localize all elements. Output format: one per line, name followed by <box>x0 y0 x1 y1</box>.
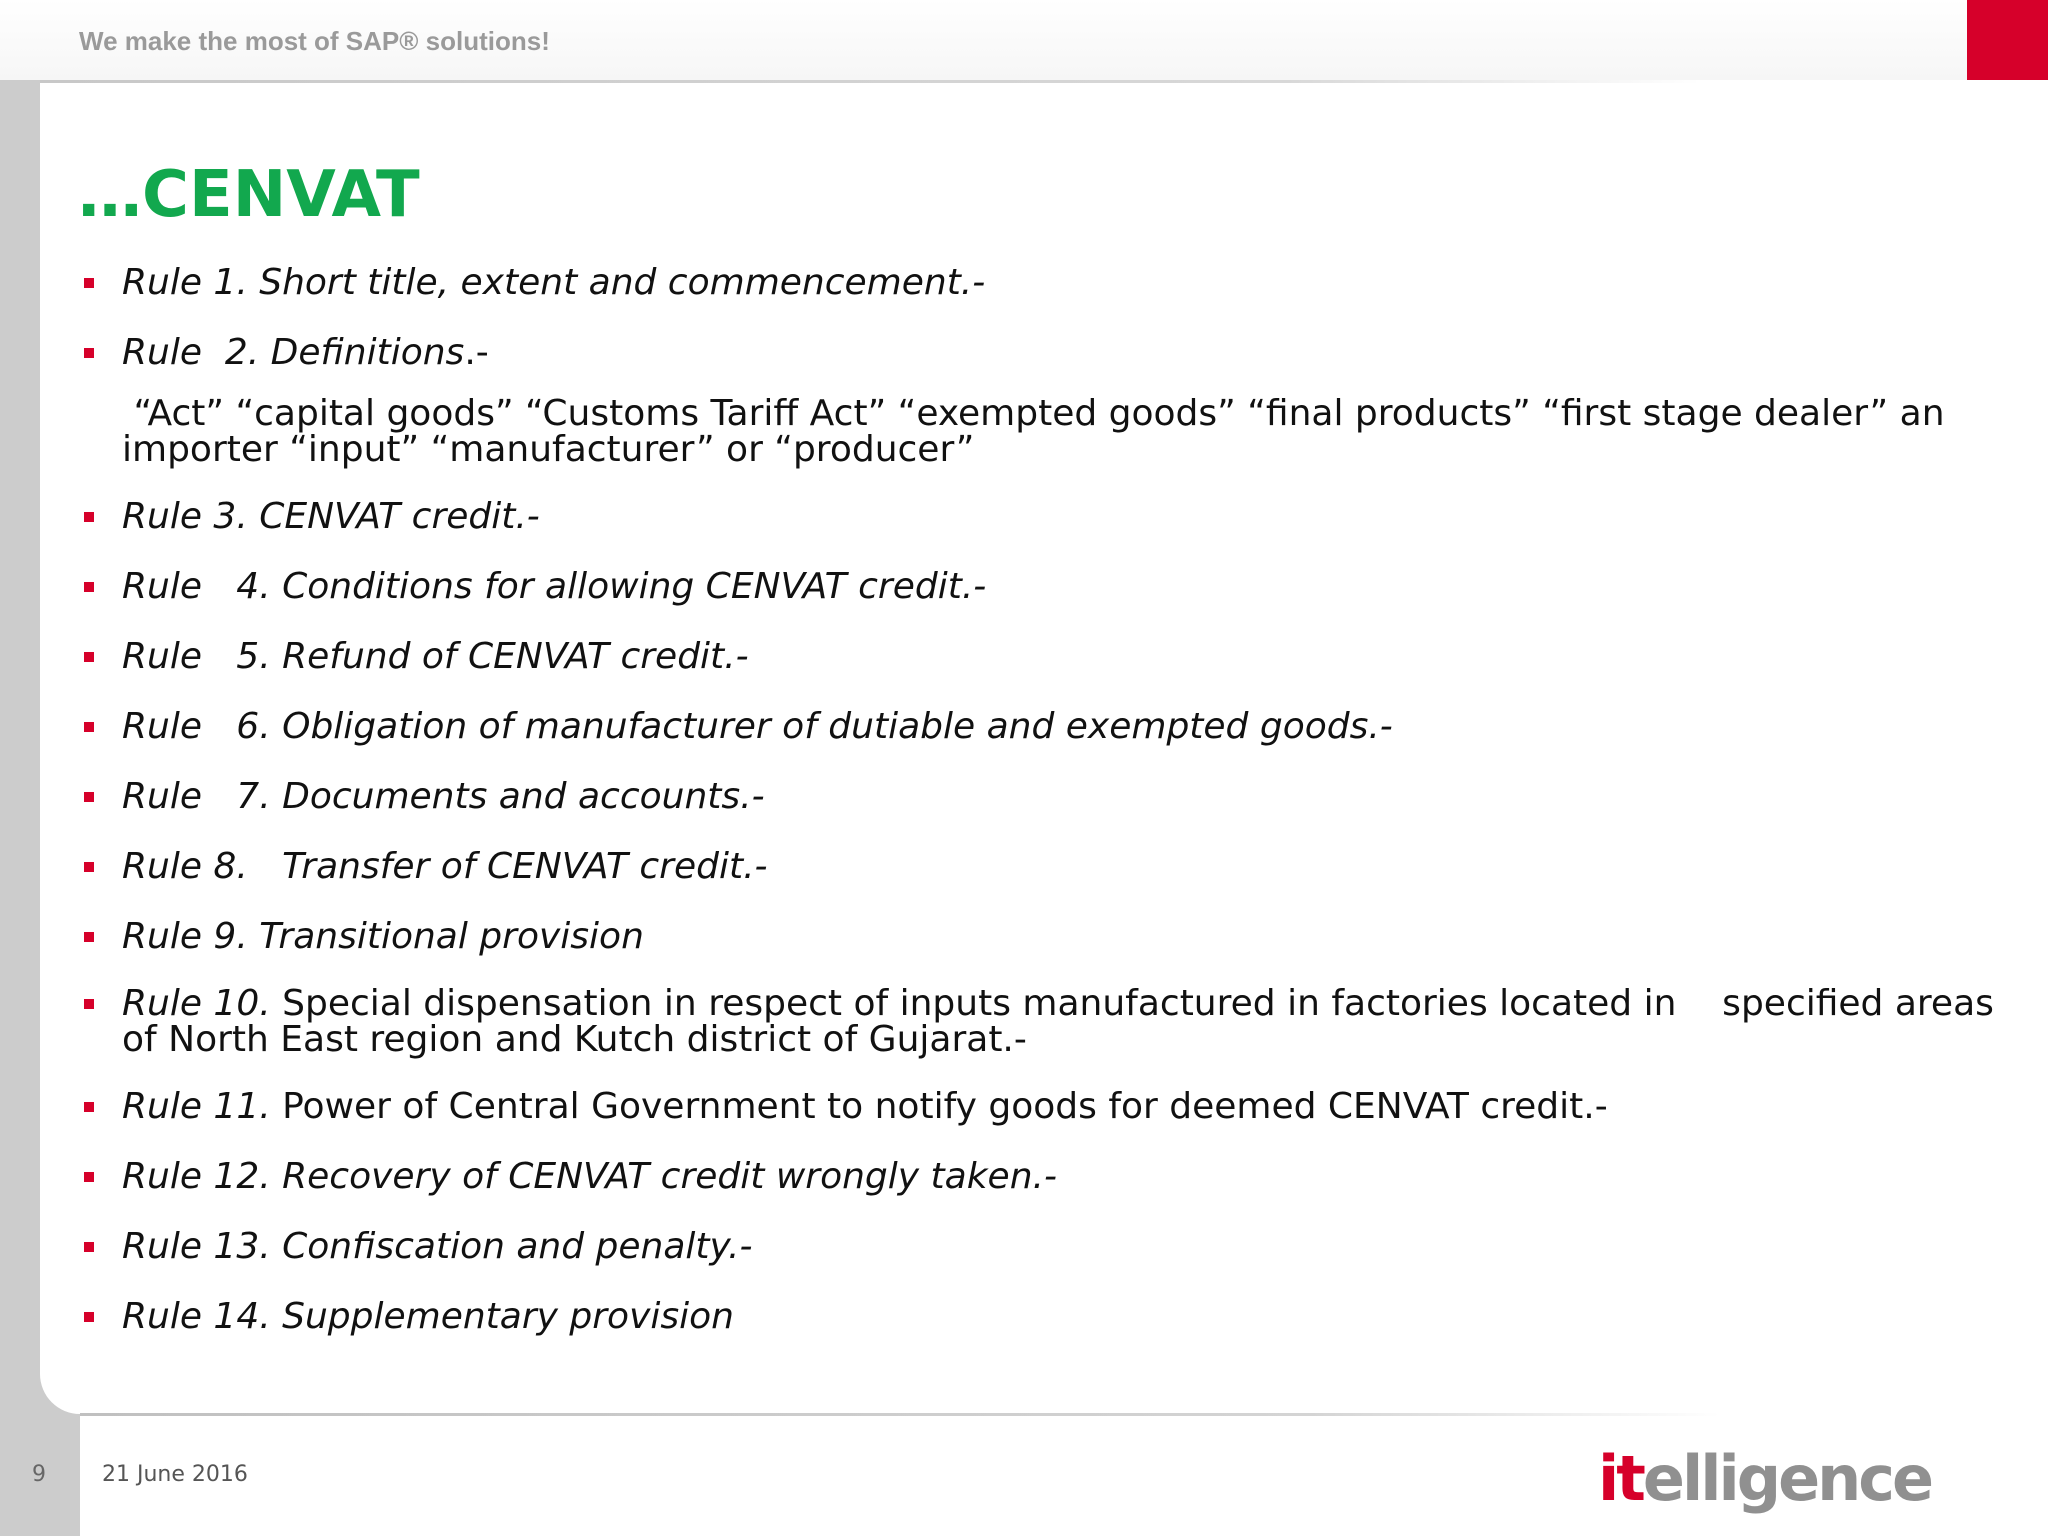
rule-text: .- <box>464 332 489 373</box>
rule-item <box>84 1226 2004 1268</box>
bullet-square-icon <box>84 348 94 358</box>
rule-item <box>84 1156 2004 1198</box>
bullet-square-icon <box>84 1102 94 1112</box>
footer-divider <box>80 1413 1720 1416</box>
bullet-square-icon <box>84 1172 94 1182</box>
bullet-square-icon <box>84 582 94 592</box>
rule-item <box>84 916 2004 958</box>
rule-item <box>84 496 2004 538</box>
header-tagline: We make the most of SAP® solutions! <box>79 26 550 56</box>
rule-title: Rule 2. Definitions <box>122 332 465 373</box>
rules-list <box>84 262 2004 1366</box>
rule-title: Rule 1. Short title, extent and commencement.- <box>122 262 986 303</box>
bullet-square-icon <box>84 862 94 872</box>
rule-title: Rule 9. Transitional provision <box>122 916 644 957</box>
rule-item <box>84 776 2004 818</box>
rule-title: Rule 11. <box>122 1086 271 1127</box>
rule-title: Rule 7. Documents and accounts.- <box>122 776 765 817</box>
rule-text: Power of Central Government to notify goods for deemed CENVAT credit.- <box>270 1086 1608 1127</box>
rule-item <box>84 636 2004 678</box>
itelligence-logo <box>1598 1442 1931 1515</box>
red-corner-accent <box>1967 0 2048 80</box>
bullet-square-icon <box>84 512 94 522</box>
bullet-square-icon <box>84 1312 94 1322</box>
rule-title: Rule 3. CENVAT credit.- <box>122 496 540 537</box>
rule-item <box>84 566 2004 608</box>
rule-title: Rule 13. Confiscation and penalty.- <box>122 1226 753 1267</box>
rule-title: Rule 6. Obligation of manufacturer of dutiable and exempted goods.- <box>122 706 1393 747</box>
bullet-square-icon <box>84 932 94 942</box>
page-number: 9 <box>32 1462 46 1487</box>
rule-text: Special dispensation in respect of inputs manufactured in factories located in specified areas of North East region and Kutch district of Gujarat.- <box>122 983 2006 1060</box>
rule-item <box>84 332 2004 374</box>
bullet-square-icon <box>84 278 94 288</box>
rule-title: Rule 12. Recovery of CENVAT credit wrongly taken.- <box>122 1156 1057 1197</box>
rule-title: Rule 4. Conditions for allowing CENVAT credit.- <box>122 566 987 607</box>
rule-title: Rule 5. Refund of CENVAT credit.- <box>122 636 749 677</box>
bullet-square-icon <box>84 999 94 1009</box>
header-divider <box>40 80 1700 83</box>
definitions-list: “Act” “capital goods” “Customs Tariff Act” “exempted goods” “final products” “first stage dealer” an importer “input” “manufacturer” or “producer” <box>122 393 1956 470</box>
rule-title: Rule 10. <box>122 983 271 1024</box>
bullet-square-icon <box>84 722 94 732</box>
rule-item <box>84 706 2004 748</box>
slide-title: …CENVAT <box>78 158 420 232</box>
rule-item <box>84 846 2004 888</box>
rule-item <box>84 1296 2004 1338</box>
rule-title: Rule 8. Transfer of CENVAT credit.- <box>122 846 768 887</box>
rule-item <box>84 1086 2004 1128</box>
logo-accent-text: it <box>1598 1442 1643 1515</box>
bullet-square-icon <box>84 792 94 802</box>
rule-item <box>84 983 2006 1060</box>
footer-date: 21 June 2016 <box>102 1462 248 1487</box>
bullet-square-icon <box>84 1242 94 1252</box>
bullet-square-icon <box>84 652 94 662</box>
rule-item <box>84 262 2004 304</box>
logo-text: elligence <box>1642 1442 1932 1515</box>
rule-title: Rule 14. Supplementary provision <box>122 1296 734 1337</box>
